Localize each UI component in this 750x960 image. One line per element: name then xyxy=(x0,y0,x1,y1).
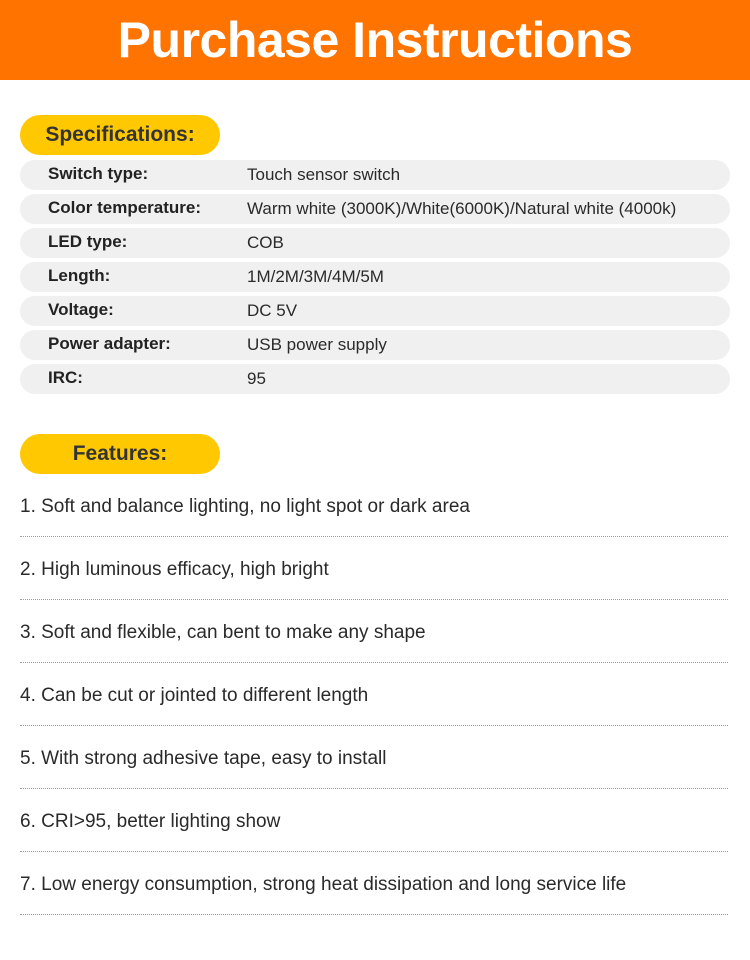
spec-row-voltage xyxy=(20,296,730,326)
spec-value: 1M/2M/3M/4M/5M xyxy=(247,267,384,286)
specifications-heading: Specifications: xyxy=(20,115,220,155)
spec-row-switch-type xyxy=(20,160,730,190)
specifications-list xyxy=(20,160,730,398)
features-heading: Features: xyxy=(20,434,220,474)
spec-value: 95 xyxy=(247,369,266,388)
feature-item: 5. With strong adhesive tape, easy to install xyxy=(20,727,728,789)
feature-item: 7. Low energy consumption, strong heat dissipation and long service life xyxy=(20,853,728,915)
features-list xyxy=(20,475,728,916)
spec-value: Warm white (3000K)/White(6000K)/Natural white (4000k) xyxy=(247,199,677,218)
spec-value: USB power supply xyxy=(247,335,387,354)
feature-item: 3. Soft and flexible, can bent to make any shape xyxy=(20,601,728,663)
spec-label: Power adapter: xyxy=(48,334,171,353)
feature-item: 6. CRI>95, better lighting show xyxy=(20,790,728,852)
spec-row-irc xyxy=(20,364,730,394)
feature-item: 1. Soft and balance lighting, no light spot or dark area xyxy=(20,475,728,537)
spec-row-power-adapter xyxy=(20,330,730,360)
header-banner xyxy=(0,0,750,80)
spec-label: Switch type: xyxy=(48,164,149,183)
spec-value: COB xyxy=(247,233,284,252)
spec-label: LED type: xyxy=(48,232,128,251)
spec-label: Color temperature: xyxy=(48,198,202,217)
spec-label: Length: xyxy=(48,266,111,285)
feature-item: 4. Can be cut or jointed to different length xyxy=(20,664,728,726)
spec-value: DC 5V xyxy=(247,301,298,320)
spec-label: IRC: xyxy=(48,368,83,387)
spec-label: Voltage: xyxy=(48,300,114,319)
page-title: Purchase Instructions xyxy=(117,12,633,68)
spec-value: Touch sensor switch xyxy=(247,165,401,184)
spec-row-length xyxy=(20,262,730,292)
spec-row-led-type xyxy=(20,228,730,258)
feature-item: 2. High luminous efficacy, high bright xyxy=(20,538,728,600)
spec-row-color-temperature xyxy=(20,194,730,224)
